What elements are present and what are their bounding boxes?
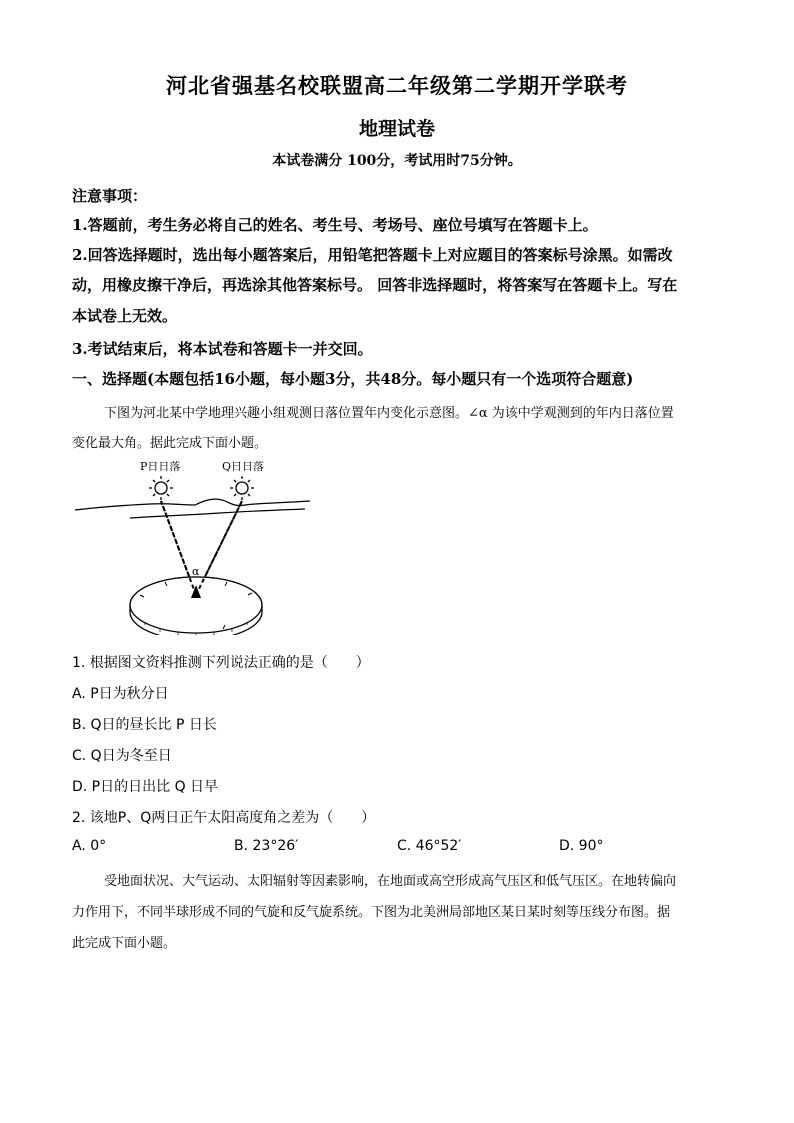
q1-stem: 1. 根据图文资料推测下列说法正确的是（ ） [72, 655, 370, 671]
q1-option-c: C. Q日为冬至日 [72, 748, 172, 764]
q2-option-d: D. 90° [559, 838, 604, 854]
notes-heading: 注意事项： [72, 187, 148, 205]
label-p-sunset: P日日落 [140, 460, 181, 473]
q2-option-b: B. 23°26′ [234, 838, 299, 854]
note-2-line-1: 2.回答选择题时，选出每小题答案后，用铅笔把答题卡上对应题目的答案标号涂黑。如需改 [72, 246, 673, 264]
page-title: 河北省强基名校联盟高二年级第二学期开学联考 [166, 73, 628, 98]
sunset-observation-figure [70, 455, 330, 635]
section-heading: 一、选择题(本题包括16小题，每小题3分，共48分。每小题只有一个选项符合题意) [72, 370, 634, 388]
horizon-line [75, 499, 310, 510]
note-3: 3.考试结束后，将本试卷和答题卡一并交回。 [72, 340, 373, 358]
note-2-line-2: 动，用橡皮擦干净后，再选涂其他答案标号。 回答非选择题时，将答案写在答题卡上。写在 [72, 276, 678, 294]
q2-option-c: C. 46°52′ [397, 838, 462, 854]
q2-stem: 2. 该地P、Q两日正午太阳高度角之差为（ ） [72, 810, 376, 826]
q1-option-d: D. P日的日出比 Q 日早 [72, 779, 219, 795]
horizon-line-lower [130, 509, 305, 518]
passage-2-line-2: 力作用下，不同半球形成不同的气旋和反气旋系统。下图为北美洲局部地区某日某时刻等压线分布图。据 [72, 905, 671, 920]
q1-option-a: A. P日为秋分日 [72, 686, 169, 702]
passage-2-line-1: 受地面状况、大气运动、太阳辐射等因素影响，在地面或高空形成高气压区和低气压区。在地转偏向 [104, 874, 677, 889]
score-info: 本试卷满分 100分，考试用时75分钟。 [272, 153, 522, 169]
angle-alpha-label: α [192, 565, 200, 578]
passage-1-line-2: 变化最大角。据此完成下面小题。 [72, 436, 268, 451]
sun-p-icon [149, 476, 173, 500]
passage-2-line-3: 此完成下面小题。 [72, 936, 177, 951]
q2-option-a: A. 0° [72, 838, 107, 854]
note-1: 1.答题前，考生务必将自己的姓名、考生号、考场号、座位号填写在答题卡上。 [72, 216, 598, 234]
sun-q-icon [230, 476, 254, 500]
page-subtitle: 地理试卷 [358, 118, 435, 140]
passage-1-line-1: 下图为河北某中学地理兴趣小组观测日落位置年内变化示意图。∠α 为该中学观测到的年内日落位置 [104, 406, 674, 421]
label-q-sunset: Q日日落 [222, 460, 265, 473]
q1-option-b: B. Q日的昼长比 P 日长 [72, 717, 217, 733]
note-2-line-3: 本试卷上无效。 [72, 307, 178, 325]
